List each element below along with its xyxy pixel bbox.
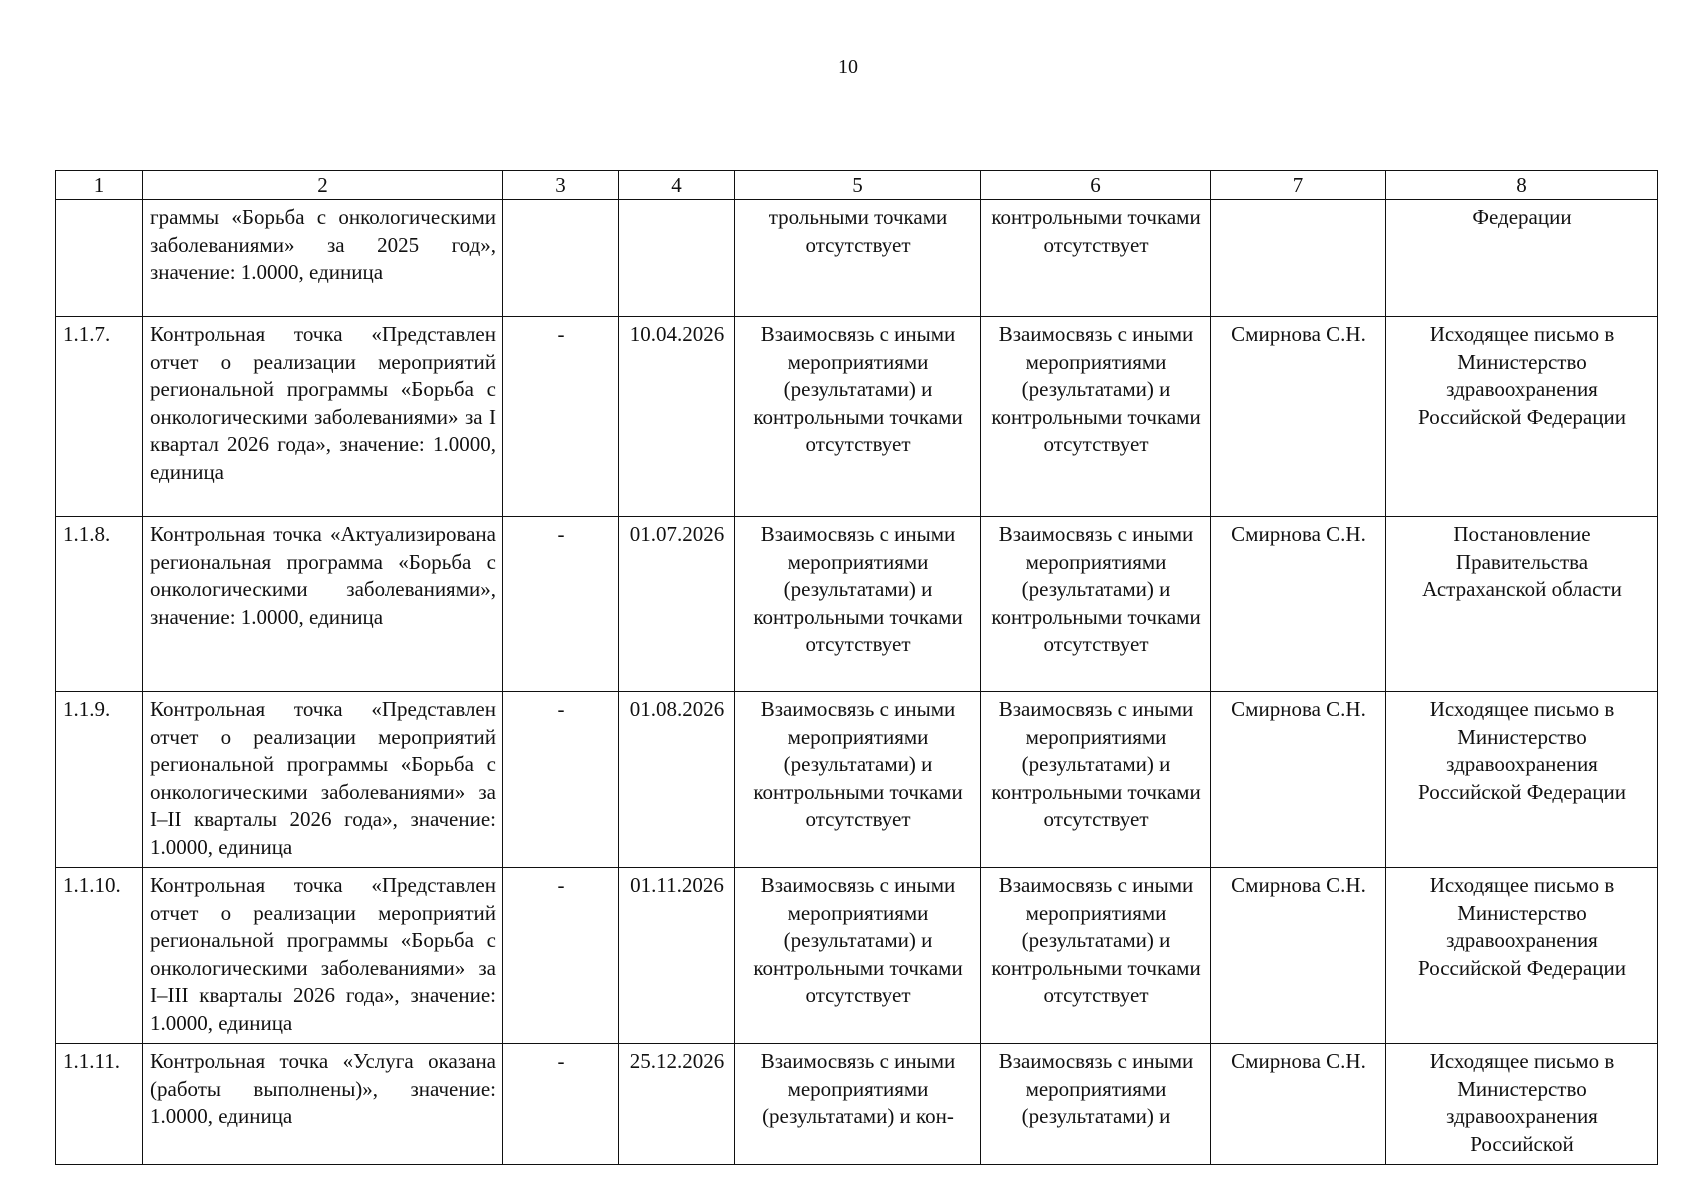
column-header: 4 (619, 171, 735, 200)
type-cell: - (503, 1044, 619, 1165)
relation-activities-cell: трольными точками отсутствует (735, 200, 981, 317)
document-cell: Исходящее письмо в Министерство здравоохранения Российской (1386, 1044, 1658, 1165)
row-number: 1.1.7. (56, 317, 143, 517)
column-header: 3 (503, 171, 619, 200)
relation-activities-cell: Взаимосвязь с иными мероприятиями (результатами) и контрольными точками отсутствует (735, 692, 981, 868)
row-number (56, 200, 143, 317)
table-row (56, 200, 1658, 317)
table-row (56, 1044, 1658, 1165)
column-header: 2 (143, 171, 503, 200)
table-row (56, 868, 1658, 1044)
column-header: 6 (981, 171, 1211, 200)
control-point-name: Контрольная точка «Актуализирована региональная программа «Борьба с онкологическими заболеваниями», значение: 1.0000, единица (143, 517, 503, 692)
relation-activities-cell: Взаимосвязь с иными мероприятиями (результатами) и контрольными точками отсутствует (735, 517, 981, 692)
date-cell (619, 200, 735, 317)
relation-activities-cell: Взаимосвязь с иными мероприятиями (результатами) и кон- (735, 1044, 981, 1165)
table-row (56, 692, 1658, 868)
type-cell: - (503, 317, 619, 517)
date-cell: 10.04.2026 (619, 317, 735, 517)
responsible-cell: Смирнова С.Н. (1211, 517, 1386, 692)
date-cell: 01.07.2026 (619, 517, 735, 692)
relation-activities-cell: Взаимосвязь с иными мероприятиями (результатами) и контрольными точками отсутствует (735, 317, 981, 517)
responsible-cell (1211, 200, 1386, 317)
relation-activities-cell: Взаимосвязь с иными мероприятиями (результатами) и контрольными точками отсутствует (735, 868, 981, 1044)
relation-results-cell: Взаимосвязь с иными мероприятиями (результатами) и контрольными точками отсутствует (981, 868, 1211, 1044)
row-number: 1.1.11. (56, 1044, 143, 1165)
column-header: 1 (56, 171, 143, 200)
document-cell: Постановление Правительства Астраханской области (1386, 517, 1658, 692)
table-header-row (56, 171, 1658, 200)
type-cell: - (503, 517, 619, 692)
table-row (56, 517, 1658, 692)
relation-results-cell: Взаимосвязь с иными мероприятиями (результатами) и (981, 1044, 1211, 1165)
relation-results-cell: контрольными точками отсутствует (981, 200, 1211, 317)
control-point-name: Контрольная точка «Представлен отчет о реализации мероприятий региональной программы «Борьба с онкологическими заболеваниями» за I квартал 2026 года», значение: 1.0000, единица (143, 317, 503, 517)
responsible-cell: Смирнова С.Н. (1211, 692, 1386, 868)
row-number: 1.1.8. (56, 517, 143, 692)
date-cell: 25.12.2026 (619, 1044, 735, 1165)
column-header: 8 (1386, 171, 1658, 200)
relation-results-cell: Взаимосвязь с иными мероприятиями (результатами) и контрольными точками отсутствует (981, 317, 1211, 517)
responsible-cell: Смирнова С.Н. (1211, 868, 1386, 1044)
date-cell: 01.11.2026 (619, 868, 735, 1044)
relation-results-cell: Взаимосвязь с иными мероприятиями (результатами) и контрольными точками отсутствует (981, 692, 1211, 868)
type-cell: - (503, 692, 619, 868)
control-points-table (55, 170, 1658, 1165)
relation-results-cell: Взаимосвязь с иными мероприятиями (результатами) и контрольными точками отсутствует (981, 517, 1211, 692)
document-cell: Исходящее письмо в Министерство здравоохранения Российской Федерации (1386, 868, 1658, 1044)
column-header: 5 (735, 171, 981, 200)
control-point-name: Контрольная точка «Представлен отчет о реализации мероприятий региональной программы «Борьба с онкологическими заболеваниями» за I–II кварталы 2026 года», значение: 1.0000, единица (143, 692, 503, 868)
page-number: 10 (838, 56, 858, 78)
date-cell: 01.08.2026 (619, 692, 735, 868)
type-cell: - (503, 868, 619, 1044)
document-cell: Исходящее письмо в Министерство здравоохранения Российской Федерации (1386, 317, 1658, 517)
row-number: 1.1.9. (56, 692, 143, 868)
control-point-name: граммы «Борьба с онкологическими заболеваниями» за 2025 год», значение: 1.0000, единица (143, 200, 503, 317)
row-number: 1.1.10. (56, 868, 143, 1044)
responsible-cell: Смирнова С.Н. (1211, 1044, 1386, 1165)
document-cell: Исходящее письмо в Министерство здравоохранения Российской Федерации (1386, 692, 1658, 868)
responsible-cell: Смирнова С.Н. (1211, 317, 1386, 517)
column-header: 7 (1211, 171, 1386, 200)
document-cell: Федерации (1386, 200, 1658, 317)
control-point-name: Контрольная точка «Услуга оказана (работы выполнены)», значение: 1.0000, единица (143, 1044, 503, 1165)
type-cell (503, 200, 619, 317)
table-row (56, 317, 1658, 517)
control-point-name: Контрольная точка «Представлен отчет о реализации мероприятий региональной программы «Борьба с онкологическими заболеваниями» за I–III кварталы 2026 года», значение: 1.0000, единица (143, 868, 503, 1044)
